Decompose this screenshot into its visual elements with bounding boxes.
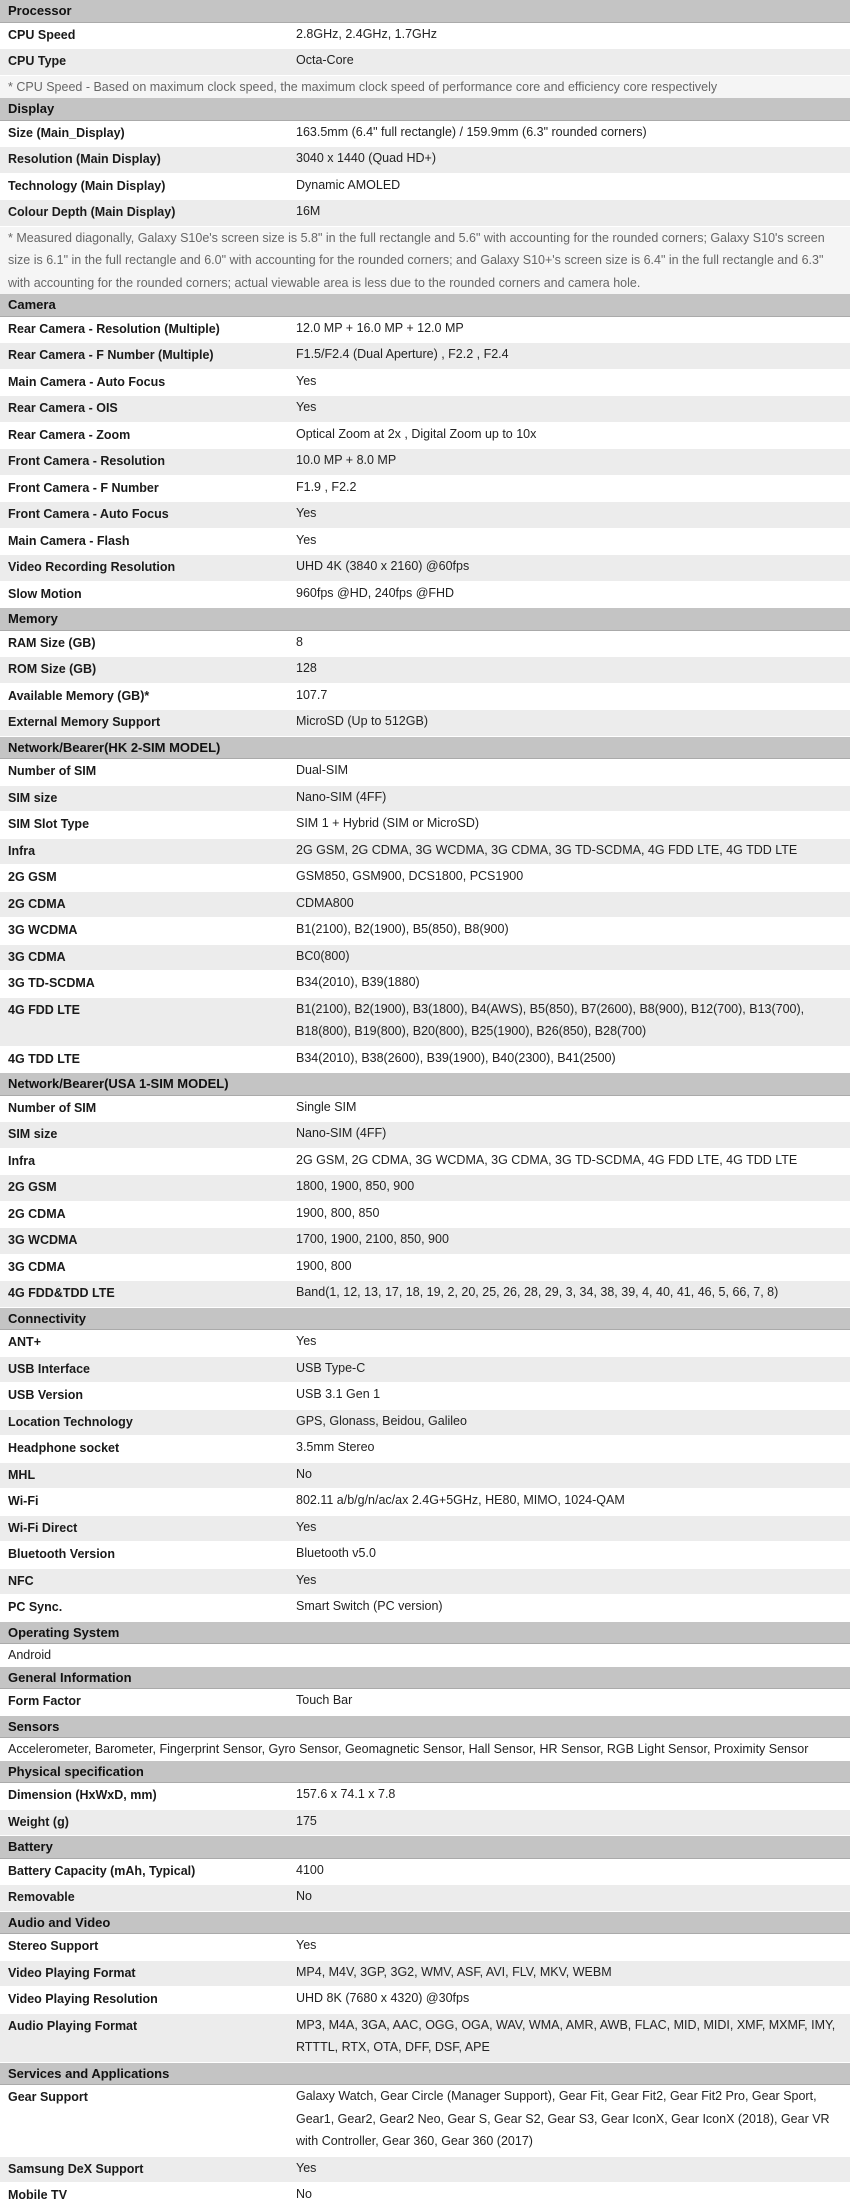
spec-label: 3G CDMA (8, 949, 66, 964)
spec-label: Stereo Support (8, 1939, 99, 1953)
spec-label: Front Camera - Resolution (8, 454, 165, 468)
spec-value: 107.7 (296, 687, 328, 702)
spec-value: Yes (296, 1519, 317, 1534)
spec-value: Band(1, 12, 13, 17, 18, 19, 2, 20, 25, 26, 28, 29, 3, 34, 38, 39, 4, 40, 41, 46, 5, 66, 7, 8) (296, 1285, 779, 1299)
spec-value: SIM 1 + Hybrid (SIM or MicroSD) (296, 816, 480, 830)
spec-value: 16M (296, 204, 321, 218)
section-header-display: Display (0, 98, 850, 121)
spec-label: Mobile TV (8, 2188, 68, 2202)
spec-value: UHD 4K (3840 x 2160) @60fps (296, 559, 470, 573)
spec-label: Gear Support (8, 2090, 88, 2104)
spec-value: F1.9 , F2.2 (296, 479, 357, 494)
spec-label: Samsung DeX Support (8, 2161, 144, 2176)
spec-label: ANT+ (8, 1335, 41, 1349)
spec-value: Yes (296, 1334, 317, 1348)
spec-value: 2G GSM, 2G CDMA, 3G WCDMA, 3G CDMA, 3G TD-SCDMA, 4G FDD LTE, 4G TDD LTE (296, 842, 798, 857)
spec-label: Infra (8, 843, 36, 858)
spec-full-value: Accelerometer, Barometer, Fingerprint Sensor, Gyro Sensor, Geomagnetic Sensor, Hall Sensor, HR Sensor, RGB Light Sensor, Proximity Sensor (0, 1738, 850, 1761)
section-header-services-and-applications: Services and Applications (0, 2063, 850, 2086)
section-header-battery: Battery (0, 1836, 850, 1859)
spec-label: Weight (g) (8, 1814, 69, 1829)
spec-row (0, 49, 850, 76)
spec-label: Headphone socket (8, 1441, 120, 1455)
spec-label: Front Camera - Auto Focus (8, 507, 169, 521)
spec-label: PC Sync. (8, 1600, 63, 1614)
spec-row (0, 1689, 850, 1716)
spec-value: UHD 8K (7680 x 4320) @30fps (296, 1991, 470, 2005)
footnote: * CPU Speed - Based on maximum clock speed, the maximum clock speed of performance core and efficiency core respectively (0, 76, 850, 99)
spec-row (0, 1595, 850, 1622)
spec-full-value: Android (0, 1644, 850, 1667)
spec-label: CPU Speed (8, 27, 76, 42)
spec-label: Colour Depth (Main Display) (8, 205, 176, 219)
spec-value: 1900, 800, 850 (296, 1205, 380, 1220)
spec-row (0, 1885, 850, 1912)
section-header-audio-and-video: Audio and Video (0, 1912, 850, 1935)
spec-value: 128 (296, 661, 317, 675)
spec-label: Wi-Fi Direct (8, 1520, 78, 1535)
spec-label: Rear Camera - F Number (Multiple) (8, 348, 214, 362)
spec-label: Available Memory (GB)* (8, 688, 150, 703)
spec-label: ROM Size (GB) (8, 662, 97, 676)
section-header-network-bearer-hk-2-sim-model: Network/Bearer(HK 2-SIM MODEL) (0, 737, 850, 760)
section-header-connectivity: Connectivity (0, 1308, 850, 1331)
spec-row (0, 1281, 850, 1308)
spec-value: Single SIM (296, 1099, 357, 1114)
spec-row (0, 2183, 850, 2210)
spec-label: RAM Size (GB) (8, 635, 96, 650)
spec-value: 8 (296, 634, 303, 649)
spec-row (0, 200, 850, 227)
spec-value: 10.0 MP + 8.0 MP (296, 453, 397, 467)
section-header-camera: Camera (0, 294, 850, 317)
spec-label: 2G GSM (8, 870, 57, 884)
spec-label: 3G TD-SCDMA (8, 976, 95, 990)
spec-value: USB 3.1 Gen 1 (296, 1387, 381, 1401)
spec-label: 2G CDMA (8, 1206, 66, 1221)
spec-value: 960fps @HD, 240fps @FHD (296, 585, 455, 600)
spec-row (0, 2085, 850, 2157)
spec-value: 4100 (296, 1862, 324, 1877)
spec-value: 2G GSM, 2G CDMA, 3G WCDMA, 3G CDMA, 3G TD-SCDMA, 4G FDD LTE, 4G TDD LTE (296, 1152, 798, 1167)
spec-label: SIM Slot Type (8, 817, 90, 831)
spec-value: Dynamic AMOLED (296, 177, 401, 192)
spec-label: Rear Camera - Resolution (Multiple) (8, 321, 220, 336)
spec-value: GPS, Glonass, Beidou, Galileo (296, 1413, 467, 1428)
spec-value: 1700, 1900, 2100, 850, 900 (296, 1232, 449, 1246)
spec-value: 163.5mm (6.4" full rectangle) / 159.9mm (6.3" rounded corners) (296, 124, 647, 139)
spec-value: CDMA800 (296, 895, 354, 910)
spec-value: Yes (296, 400, 317, 414)
spec-value: 12.0 MP + 16.0 MP + 12.0 MP (296, 320, 464, 335)
spec-value: 175 (296, 1813, 317, 1828)
spec-label: 2G CDMA (8, 896, 66, 911)
spec-label: Rear Camera - OIS (8, 401, 118, 415)
spec-value: Optical Zoom at 2x , Digital Zoom up to 10x (296, 426, 537, 441)
spec-value: No (296, 2187, 312, 2201)
spec-value: 802.11 a/b/g/n/ac/ax 2.4G+5GHz, HE80, MIMO, 1024-QAM (296, 1493, 625, 1507)
spec-row (0, 2014, 850, 2063)
spec-label: 3G WCDMA (8, 1233, 78, 1247)
spec-label: 3G CDMA (8, 1259, 66, 1274)
spec-label: 4G TDD LTE (8, 1051, 80, 1066)
spec-label: Form Factor (8, 1694, 81, 1708)
spec-value: USB Type-C (296, 1360, 366, 1375)
spec-row (0, 710, 850, 737)
spec-value: 1800, 1900, 850, 900 (296, 1179, 415, 1193)
spec-value: F1.5/F2.4 (Dual Aperture) , F2.2 , F2.4 (296, 347, 509, 361)
spec-value: 3040 x 1440 (Quad HD+) (296, 151, 437, 165)
spec-value: 157.6 x 74.1 x 7.8 (296, 1787, 396, 1801)
spec-label: Bluetooth Version (8, 1547, 115, 1561)
spec-row (0, 582, 850, 609)
spec-label: SIM size (8, 1127, 58, 1141)
spec-label: Resolution (Main Display) (8, 152, 161, 166)
spec-label: USB Version (8, 1388, 84, 1402)
section-header-operating-system: Operating System (0, 1622, 850, 1645)
section-header-processor: Processor (0, 0, 850, 23)
spec-value: MP3, M4A, 3GA, AAC, OGG, OGA, WAV, WMA, AMR, AWB, FLAC, MID, MIDI, XMF, MXMF, IMY, RTTTL, RTX, OTA, DFF, DSF, APE (296, 2017, 836, 2054)
spec-label: 4G FDD LTE (8, 1002, 80, 1017)
section-header-sensors: Sensors (0, 1716, 850, 1739)
section-header-memory: Memory (0, 608, 850, 631)
spec-label: Dimension (HxWxD, mm) (8, 1788, 157, 1802)
spec-label: Location Technology (8, 1414, 133, 1429)
spec-value: Nano-SIM (4FF) (296, 789, 387, 804)
section-header-general-information: General Information (0, 1667, 850, 1690)
spec-value: B34(2010), B38(2600), B39(1900), B40(2300), B41(2500) (296, 1050, 616, 1065)
spec-value: Yes (296, 1938, 317, 1952)
spec-label: NFC (8, 1573, 34, 1588)
spec-label: Technology (Main Display) (8, 178, 166, 193)
spec-value: 2.8GHz, 2.4GHz, 1.7GHz (296, 26, 438, 41)
spec-value: Smart Switch (PC version) (296, 1599, 443, 1613)
spec-label: Wi-Fi (8, 1494, 39, 1508)
spec-value: 3.5mm Stereo (296, 1440, 375, 1454)
spec-value: B1(2100), B2(1900), B3(1800), B4(AWS), B5(850), B7(2600), B8(900), B12(700), B13(700), B18(800), B19(800), B20(800), B25(1900), B26(850), B28(700) (296, 1001, 805, 1038)
spec-label: Video Recording Resolution (8, 560, 176, 574)
section-header-physical-specification: Physical specification (0, 1761, 850, 1784)
spec-value: Nano-SIM (4FF) (296, 1126, 387, 1140)
spec-label: Number of SIM (8, 1100, 97, 1115)
section-header-network-bearer-usa-1-sim-model: Network/Bearer(USA 1-SIM MODEL) (0, 1073, 850, 1096)
spec-label: Battery Capacity (mAh, Typical) (8, 1863, 196, 1878)
spec-label: Size (Main_Display) (8, 125, 125, 140)
spec-label: SIM size (8, 790, 58, 805)
spec-value: Yes (296, 2160, 317, 2175)
spec-label: Main Camera - Flash (8, 533, 130, 548)
spec-value: Yes (296, 373, 317, 388)
spec-row (0, 1810, 850, 1837)
spec-label: MHL (8, 1467, 36, 1482)
spec-value: Dual-SIM (296, 763, 349, 777)
spec-row (0, 998, 850, 1047)
spec-label: 3G WCDMA (8, 923, 78, 937)
spec-value: Touch Bar (296, 1693, 353, 1707)
spec-value: No (296, 1889, 312, 1903)
spec-label: Number of SIM (8, 764, 97, 778)
spec-value: MP4, M4V, 3GP, 3G2, WMV, ASF, AVI, FLV, MKV, WEBM (296, 1964, 612, 1979)
spec-value: No (296, 1466, 312, 1481)
spec-value: MicroSD (Up to 512GB) (296, 714, 428, 728)
spec-label: Rear Camera - Zoom (8, 427, 131, 442)
spec-value: Yes (296, 532, 317, 547)
spec-label: USB Interface (8, 1361, 90, 1376)
spec-label: 4G FDD&TDD LTE (8, 1286, 115, 1300)
spec-row (0, 1047, 850, 1074)
spec-value: Yes (296, 1572, 317, 1587)
spec-value: B1(2100), B2(1900), B5(850), B8(900) (296, 922, 509, 936)
spec-value: Bluetooth v5.0 (296, 1546, 376, 1560)
spec-label: CPU Type (8, 54, 67, 68)
spec-label: Slow Motion (8, 586, 82, 601)
spec-label: 2G GSM (8, 1180, 57, 1194)
spec-label: Removable (8, 1890, 75, 1904)
spec-value: GSM850, GSM900, DCS1800, PCS1900 (296, 869, 524, 883)
spec-value: Galaxy Watch, Gear Circle (Manager Support), Gear Fit, Gear Fit2, Gear Fit2 Pro, Gear Sport, Gear1, Gear2, Gear2 Neo, Gear S, Gear S2, Gear S3, Gear IconX, Gear IconX (2018), Gear VR with Controller, Gear 360, Gear 360 (2017) (296, 2089, 830, 2148)
spec-value: BC0(800) (296, 948, 350, 963)
spec-value: 1900, 800 (296, 1258, 352, 1273)
spec-label: Video Playing Resolution (8, 1992, 158, 2006)
spec-label: Video Playing Format (8, 1965, 136, 1980)
spec-label: Audio Playing Format (8, 2018, 138, 2033)
spec-label: Infra (8, 1153, 36, 1168)
spec-value: Yes (296, 506, 317, 520)
spec-label: Main Camera - Auto Focus (8, 374, 166, 389)
spec-label: Front Camera - F Number (8, 480, 159, 495)
footnote: * Measured diagonally, Galaxy S10e's screen size is 5.8" in the full rectangle and 5.6" with accounting for the rounded corners; Galaxy S10's screen size is 6.1" in the full rectangle and 6.0" with accounting for the rounded corners; and Galaxy S10+'s screen size is 6.4" in the full rectangle and 6.3" with accounting for the rounded corners; actual viewable area is less due to the rounded corners and camera hole. (0, 227, 850, 295)
spec-value: Octa-Core (296, 53, 354, 67)
spec-label: External Memory Support (8, 715, 161, 729)
spec-value: B34(2010), B39(1880) (296, 975, 420, 989)
